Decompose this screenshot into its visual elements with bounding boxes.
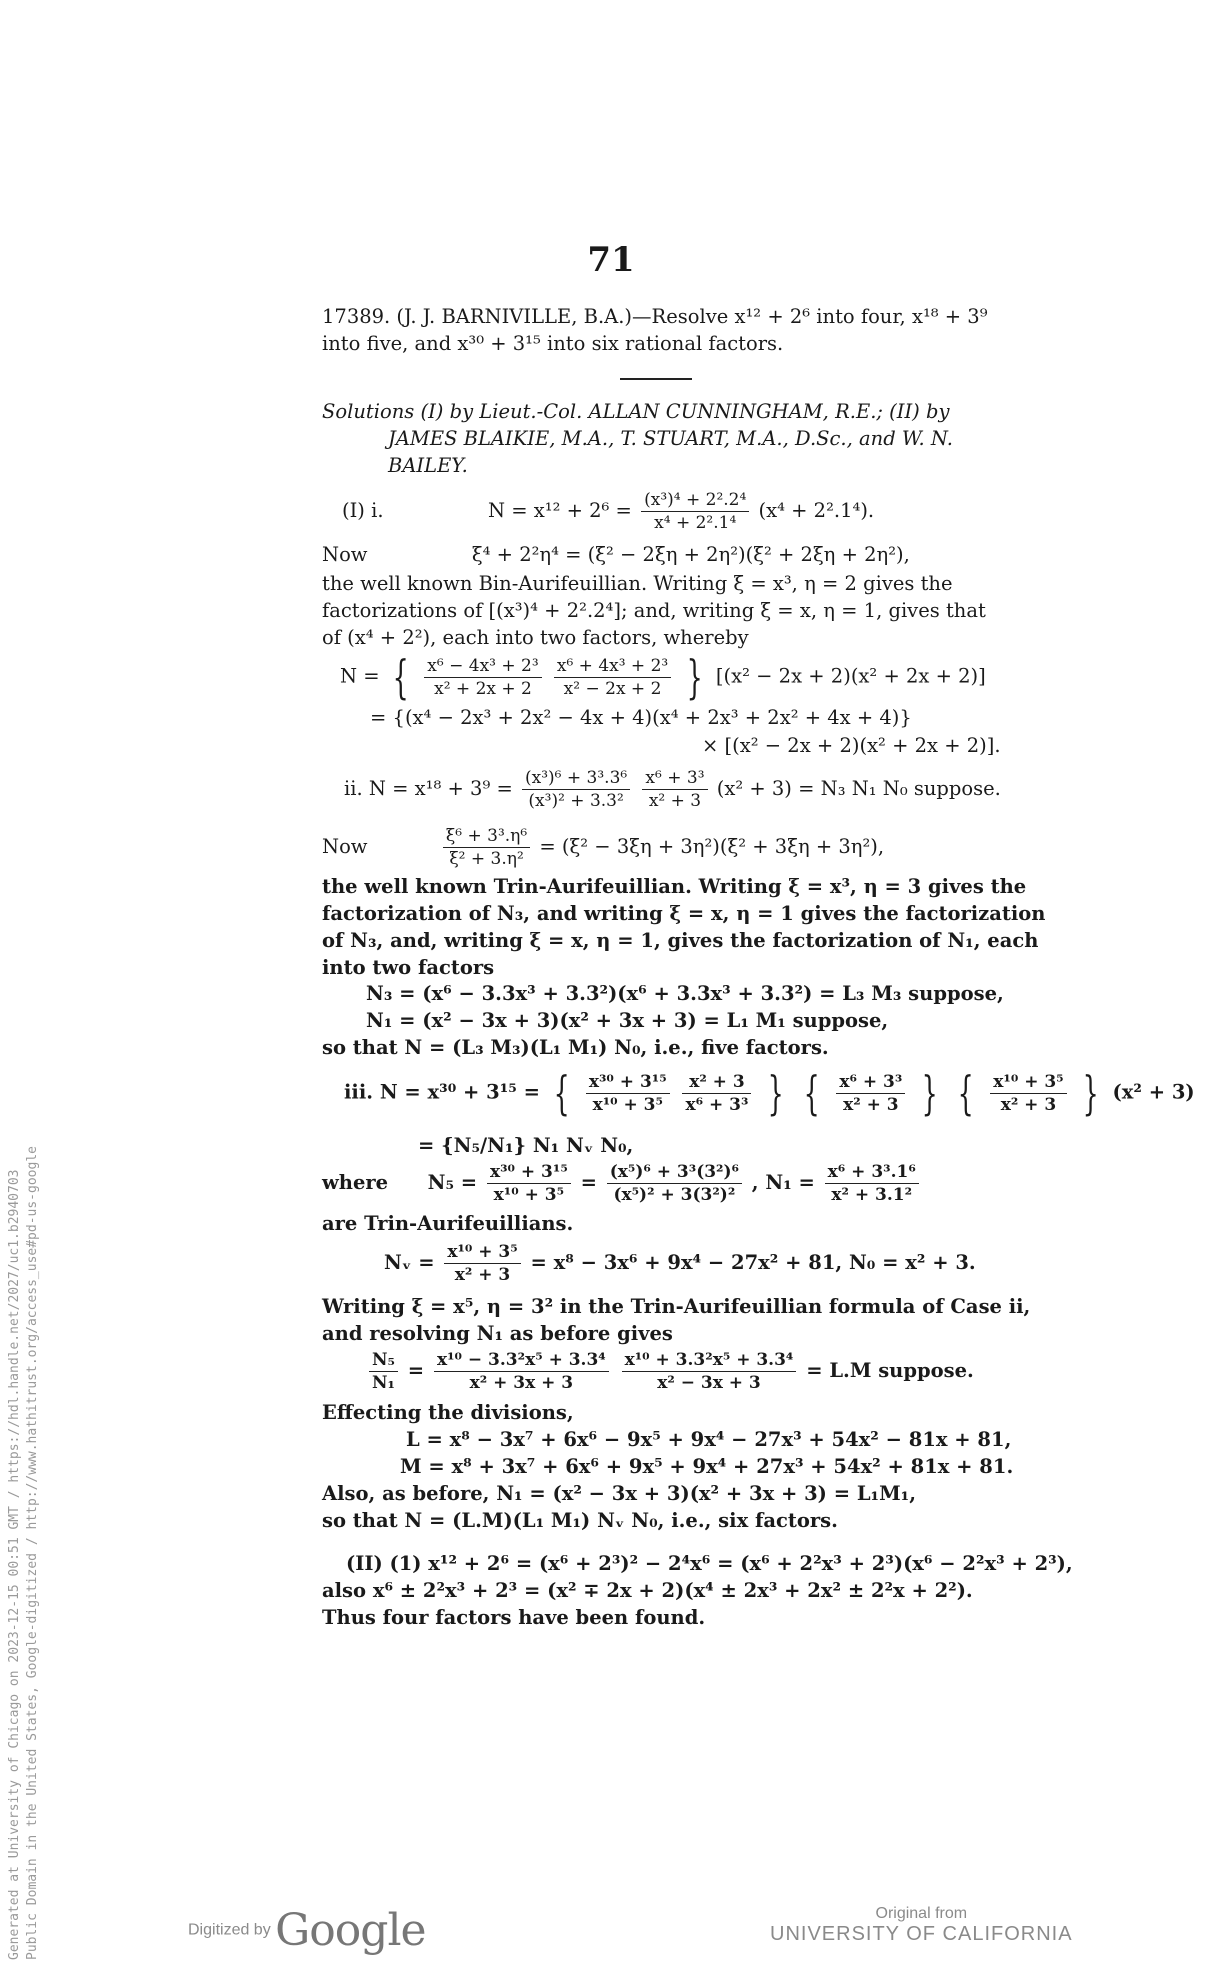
case2-factor-1: $\frac{\text{(x³)⁶ + 3³.3⁶}}{\text{(x³)² + 3.3²}}$ <box>522 768 630 811</box>
case2-label: ii. <box>344 777 363 800</box>
also-line: Also, as before, N₁ = (x² − 3x + 3)(x² + 3x + 3) = L₁M₁, <box>322 1482 916 1505</box>
original-from <box>770 1905 1073 1946</box>
bin-aurifeuillian-identity: ξ⁴ + 2²η⁴ = (ξ² − 2ξη + 2η²)(ξ² + 2ξη + 2η²), <box>471 543 910 566</box>
case1-equation <box>342 490 874 533</box>
problem-statement <box>322 303 997 357</box>
case2-rhs: (x² + 3) = N₃ N₁ N₀ suppose. <box>716 777 1001 800</box>
n5-fraction: $\frac{\text{x³⁰ + 3¹⁵}}{\text{x¹⁰ + 3⁵}}$ <box>487 1162 571 1205</box>
case2-text-4: into two factors <box>322 956 495 979</box>
original-label: Original from <box>875 1905 968 1922</box>
ratio-fraction: $\frac{\text{N₅}}{\text{N₁}}$ <box>369 1350 398 1393</box>
case1-bracket: [(x² − 2x + 2)(x² + 2x + 2)] <box>715 664 986 688</box>
case2-factor-2: $\frac{\text{x⁶ + 3³}}{\text{x² + 3}}$ <box>642 768 707 811</box>
case1-text-1: the well known Bin-Aurifeuillian. Writing ξ = x³, η = 2 gives the <box>322 572 953 595</box>
case1-label: (I) i. <box>342 499 384 522</box>
where-label: where <box>322 1171 389 1194</box>
case3-lhs: N = x³⁰ + 3¹⁵ = <box>379 1080 540 1104</box>
case3-c: $\frac{\text{x⁶ + 3³}}{\text{x² + 3}}$ <box>836 1072 905 1115</box>
case3-where-line <box>322 1162 922 1205</box>
nv-line <box>384 1242 976 1285</box>
n5b-fraction: $\frac{\text{(x⁵)⁶ + 3³(3²)⁶}}{\text{(x⁵)² + 3(3²)²}}$ <box>607 1162 742 1205</box>
digitized-label: Digitized by <box>188 1921 271 1939</box>
case2-equation <box>344 768 1001 811</box>
case1-factor-1: $\frac{\text{x⁶ − 4x³ + 2³}}{\text{x² + 2x + 2}}$ <box>424 656 541 699</box>
case1-text-2: factorizations of [(x³)⁴ + 2².2⁴]; and, writing ξ = x, η = 1, gives that <box>322 599 986 622</box>
nv-rhs: = x⁸ − 3x⁶ + 9x⁴ − 27x² + 81, N₀ = x² + 3. <box>530 1251 976 1274</box>
case1-now-line <box>322 543 910 566</box>
ratio-line <box>366 1350 974 1393</box>
watermark-line-2: Public Domain in the United States, Google-digitized / http://www.hathitrust.org/access_use#pd-us-google <box>25 1146 40 1960</box>
case1-factor-2: $\frac{\text{x⁶ + 4x³ + 2³}}{\text{x² − 2x + 2}}$ <box>554 656 671 699</box>
case2-lhs: N = x¹⁸ + 3⁹ = <box>368 777 513 800</box>
problem-line-1: 17389. (J. J. BARNIVILLE, B.A.)—Resolve x¹² + 2⁶ into four, x¹⁸ + 3⁹ <box>322 305 988 328</box>
case3-a: $\frac{\text{x³⁰ + 3¹⁵}}{\text{x¹⁰ + 3⁵}}$ <box>586 1072 670 1115</box>
case1-fraction: $\frac{\text{(x³)⁴ + 2².2⁴}}{\text{x⁴ + 2².1⁴}}$ <box>641 490 749 533</box>
digitized-by-google <box>188 1905 426 1956</box>
nv-fraction: $\frac{\text{x¹⁰ + 3⁵}}{\text{x² + 3}}$ <box>444 1242 520 1285</box>
case1-text <box>322 570 997 651</box>
page-number: 71 <box>587 240 635 280</box>
watermark-line-1: Generated at University of Chicago on 2023-12-15 00:51 GMT / https://hdl.handle.net/2027/uc1.b2940703 <box>7 1169 22 1960</box>
case2-now-line <box>322 826 884 869</box>
writing-line-2: and resolving N₁ as before gives <box>322 1322 673 1345</box>
M-polynomial: M = x⁸ + 3x⁷ + 6x⁶ + 9x⁵ + 9x⁴ + 27x³ + 54x² + 81x + 81. <box>400 1455 1014 1478</box>
hathitrust-watermark <box>6 1146 42 1960</box>
trin-note: are Trin-Aurifeuillians. <box>322 1212 574 1235</box>
separator-rule <box>620 378 692 380</box>
n1-lhs: , N₁ = <box>751 1171 815 1194</box>
case3-tail: (x² + 3) <box>1112 1080 1195 1104</box>
case2-n1: N₁ = (x² − 3x + 3)(x² + 3x + 3) = L₁ M₁ suppose, <box>366 1009 889 1032</box>
case3-label: iii. <box>344 1080 374 1104</box>
n5-eq: = <box>580 1171 597 1194</box>
part2-line-1: (II) (1) x¹² + 2⁶ = (x⁶ + 2³)² − 2⁴x⁶ = (x⁶ + 2²x³ + 2³)(x⁶ − 2²x³ + 2³), <box>346 1552 1073 1575</box>
n1-fraction: $\frac{\text{x⁶ + 3³.1⁶}}{\text{x² + 3.1²}}$ <box>825 1162 919 1205</box>
n5-lhs: N₅ = <box>427 1171 478 1194</box>
case3-writing <box>322 1293 1031 1347</box>
solvers-line-1: Solutions (I) by Lieut.-Col. ALLAN CUNNINGHAM, R.E.; (II) by <box>322 400 950 423</box>
case3-b: $\frac{\text{x² + 3}}{\text{x⁶ + 3³}}$ <box>682 1072 751 1115</box>
google-logo: Google <box>275 1905 426 1956</box>
case1-text-3: of (x⁴ + 2²), each into two factors, whereby <box>322 626 749 649</box>
case2-text-2: factorization of N₃, and writing ξ = x, η = 1 gives the factorization <box>322 902 1046 925</box>
trin-aurifeuillian-identity: = (ξ² − 3ξη + 3η²)(ξ² + 3ξη + 3η²), <box>539 835 885 858</box>
r2-fraction: $\frac{\text{x¹⁰ + 3.3²x⁵ + 3.3⁴}}{\text{x² − 3x + 3}}$ <box>622 1350 797 1393</box>
part2-line-2: also x⁶ ± 2²x³ + 2³ = (x² ∓ 2x + 2)(x⁴ ± 2x³ + 2x² ± 2²x + 2²). <box>322 1579 973 1602</box>
case2-text-1: the well known Trin-Aurifeuillian. Writing ξ = x³, η = 3 gives the <box>322 875 1027 898</box>
case3-equation: iii. N = x³⁰ + 3¹⁵ = { $\frac{\text{x³⁰ + 3¹⁵}}{\text{x¹⁰ + 3⁵}}$ $\frac{\text{x² + 3}}{\text{x⁶ + 3³}}$ } { $\frac{\text{x⁶ + 3³}}{\text{x² + 3}}$ } { $\frac{\text{x¹⁰ + 3⁵}}{\text{x² + 3}}$ } (x² + 3) <box>344 1066 1195 1120</box>
now-label-2: Now <box>322 835 368 858</box>
case1-rhs: (x⁴ + 2².1⁴). <box>758 499 875 522</box>
university-label: UNIVERSITY OF CALIFORNIA <box>770 1923 1073 1945</box>
solvers <box>322 398 997 479</box>
case1-lhs: N = x¹² + 2⁶ = <box>487 499 632 522</box>
part2-line-3: Thus four factors have been found. <box>322 1606 706 1629</box>
ratio-rhs: = L.M suppose. <box>806 1359 974 1382</box>
writing-line-1: Writing ξ = x⁵, η = 3² in the Trin-Aurifeuillian formula of Case ii, <box>322 1295 1031 1318</box>
solvers-line-2: JAMES BLAIKIE, M.A., T. STUART, M.A., D.Sc., and W. N. <box>388 427 953 450</box>
case2-n3: N₃ = (x⁶ − 3.3x³ + 3.3²)(x⁶ + 3.3x³ + 3.3²) = L₃ M₃ suppose, <box>366 982 1004 1005</box>
solvers-line-3: BAILEY. <box>388 454 468 477</box>
ratio-eq: = <box>407 1359 425 1382</box>
case1-factorization: N = { $\frac{\text{x⁶ − 4x³ + 2³}}{\text{x² + 2x + 2}}$ $\frac{\text{x⁶ + 4x³ + 2³}}{\text{x² − 2x + 2}}$ } [(x² − 2x + 2)(x² + 2x + 2)] <box>340 650 986 704</box>
trin-fraction: $\frac{\text{ξ⁶ + 3³.η⁶}}{\text{ξ² + 3.η²}}$ <box>443 826 530 869</box>
r1-fraction: $\frac{\text{x¹⁰ − 3.3²x⁵ + 3.3⁴}}{\text{x² + 3x + 3}}$ <box>434 1350 609 1393</box>
case3-d: $\frac{\text{x¹⁰ + 3⁵}}{\text{x² + 3}}$ <box>990 1072 1066 1115</box>
case2-text-3: of N₃, and, writing ξ = x, η = 1, gives the factorization of N₁, each <box>322 929 1039 952</box>
case2-conclusion: so that N = (L₃ M₃)(L₁ M₁) N₀, i.e., five factors. <box>322 1036 829 1059</box>
nv-lhs: Nᵥ = <box>384 1251 435 1274</box>
n-equals: N = <box>340 664 380 688</box>
L-polynomial: L = x⁸ − 3x⁷ + 6x⁶ − 9x⁵ + 9x⁴ − 27x³ + 54x² − 81x + 81, <box>406 1428 1012 1451</box>
now-label: Now <box>322 543 368 566</box>
problem-line-2: into five, and x³⁰ + 3¹⁵ into six rational factors. <box>322 332 784 355</box>
case3-conclusion: so that N = (L.M)(L₁ M₁) Nᵥ N₀, i.e., six factors. <box>322 1509 838 1532</box>
case2-text <box>322 873 1046 981</box>
case1-line-c: × [(x² − 2x + 2)(x² + 2x + 2)]. <box>702 734 1001 757</box>
case3-line2: = {N₅/N₁} N₁ Nᵥ N₀, <box>418 1134 634 1157</box>
effecting: Effecting the divisions, <box>322 1401 574 1424</box>
case1-line-b: = {(x⁴ − 2x³ + 2x² − 4x + 4)(x⁴ + 2x³ + 2x² + 4x + 4)} <box>370 706 912 729</box>
